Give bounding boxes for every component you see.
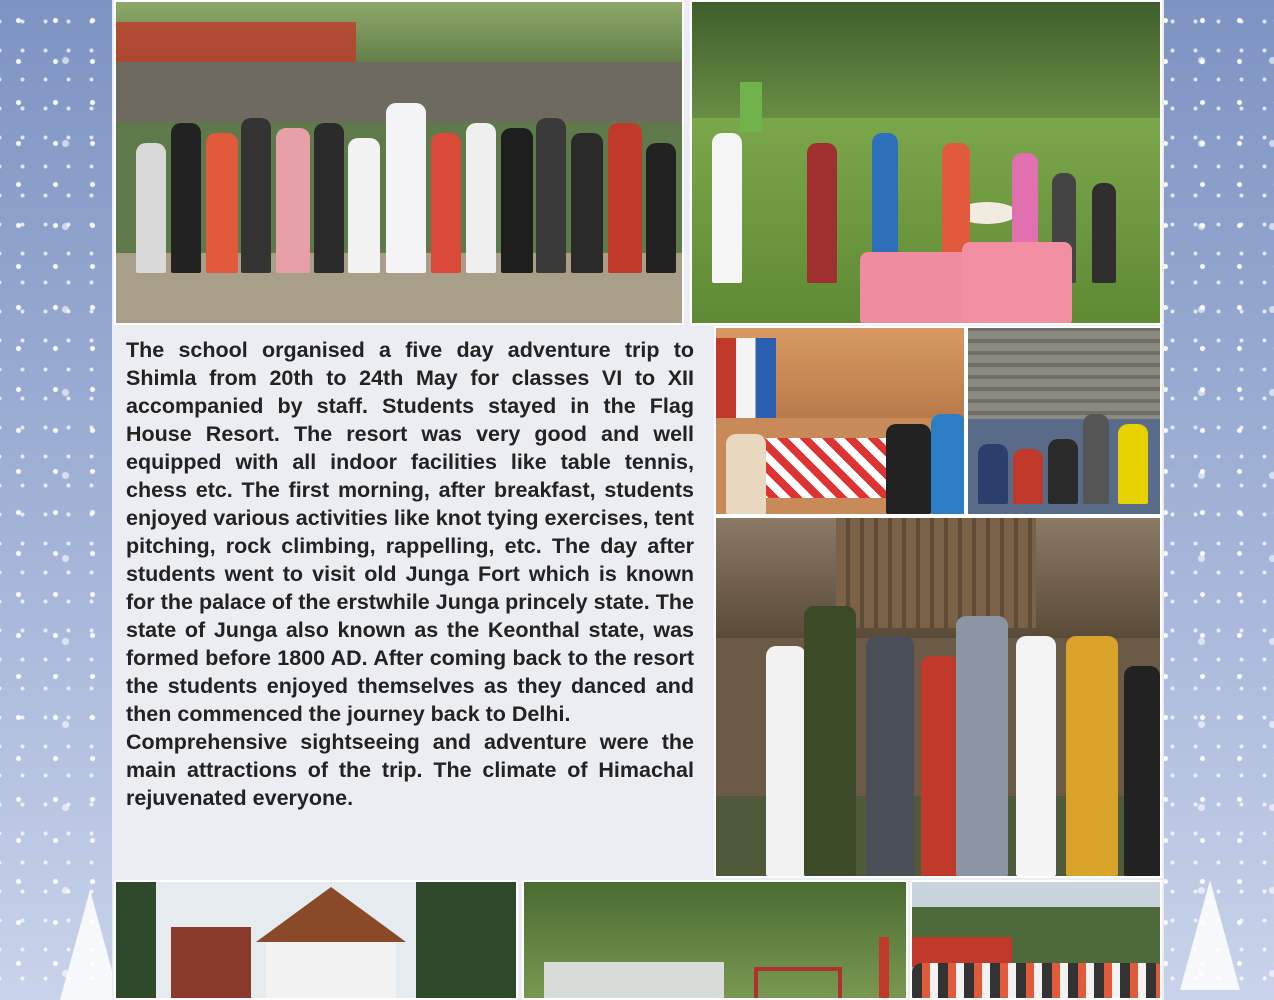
briefing-photo [966,326,1162,516]
article-paragraph-1: The school organised a five day adventure trip to Shimla from 20th to 24th May for classes VI to XII accompanied by staff. Students stayed in the Flag House Resort. The resort was very good and well equipped with all indoor facilities like table tennis, chess etc. The first morning, after breakfast, students enjoyed various activities like knot tying exercises, tent pitching, rock climbing, rappelling, etc. The day after students went to visit old Junga Fort which is known for the palace of the erstwhile Junga princely state. The state of Junga also known as the Keonthal state, was formed before 1800 AD. After coming back to the resort the students enjoyed themselves as they danced and then commenced the journey back to Delhi. [126,338,694,726]
group-photo [114,0,684,325]
group-photo-2 [910,880,1162,1000]
swings-photo [522,880,908,1000]
snow-tree-left [60,890,120,1000]
article-text [126,336,694,812]
fort-visit-photo [714,516,1162,878]
dining-photo [714,326,966,516]
snow-tree-right [1180,880,1240,990]
tower-photo [114,880,518,1000]
lawn-games-photo [690,0,1162,325]
article-paragraph-2: Comprehensive sightseeing and adventure were the main attractions of the trip. The climate of Himachal rejuvenated everyone. [126,730,694,810]
